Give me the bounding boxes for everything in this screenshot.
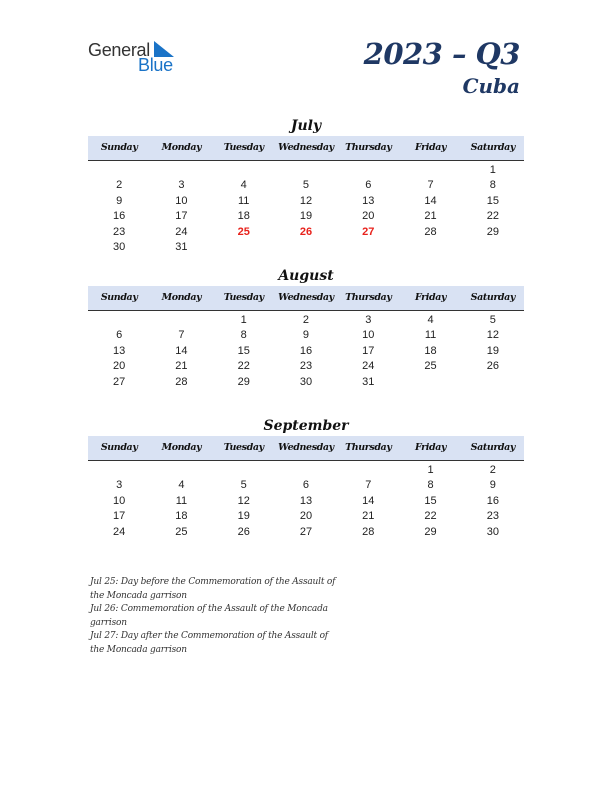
weekday-saturday: Saturday: [470, 292, 516, 303]
weekday-tuesday: Tuesday: [223, 442, 264, 453]
day-cell: 27: [113, 375, 126, 388]
day-cell: 25: [424, 360, 437, 373]
week-row: [88, 178, 524, 193]
country-name: Cuba: [462, 74, 520, 98]
day-cell: 12: [237, 494, 250, 507]
day-cell: 10: [175, 194, 188, 207]
week-row: [88, 463, 524, 478]
empty-cell: [88, 313, 150, 328]
month-name: July: [290, 118, 322, 134]
week-row: [88, 509, 524, 524]
day-cell: 1: [240, 314, 247, 326]
month-july: [88, 116, 524, 255]
day-cell: 5: [240, 479, 247, 492]
week-row: [88, 194, 524, 209]
day-cell: 18: [175, 510, 188, 523]
day-cell: 17: [362, 344, 375, 357]
empty-cell: [213, 240, 275, 255]
day-cell: 3: [178, 179, 185, 192]
week-row: [88, 209, 524, 224]
week-row: [88, 478, 524, 493]
day-cell: 28: [362, 525, 375, 538]
day-cell: 13: [362, 194, 375, 207]
week-row: [88, 225, 524, 240]
day-cell: 26: [486, 360, 499, 373]
day-cell: 4: [240, 179, 247, 192]
empty-cell: [275, 240, 337, 255]
day-cell: 2: [489, 464, 496, 476]
weekday-friday: Friday: [414, 442, 447, 453]
day-cell: 30: [299, 375, 313, 388]
day-cell: 16: [299, 344, 313, 357]
weekday-tuesday: Tuesday: [223, 142, 264, 153]
empty-cell: [337, 163, 399, 178]
day-cell: 21: [362, 510, 375, 523]
day-cell: 27: [299, 525, 313, 538]
month-august: [88, 266, 524, 390]
holiday-day-cell: 27: [362, 225, 375, 238]
day-cell: 19: [237, 510, 250, 523]
weekday-header: [88, 436, 524, 461]
day-cell: 21: [175, 360, 188, 373]
day-cell: 23: [299, 360, 313, 373]
day-cell: 28: [424, 225, 437, 238]
month-september: [88, 416, 524, 540]
day-cell: 3: [116, 479, 123, 492]
day-cell: 15: [486, 194, 499, 207]
weekday-monday: Monday: [161, 442, 202, 453]
empty-cell: [275, 463, 337, 478]
day-cell: 1: [427, 464, 434, 476]
week-row: [88, 313, 524, 328]
weekday-wednesday: Wednesday: [278, 292, 334, 303]
day-cell: 11: [175, 494, 188, 507]
day-cell: 22: [237, 360, 250, 373]
empty-cell: [150, 463, 212, 478]
day-cell: 26: [237, 525, 250, 538]
day-cell: 20: [299, 510, 313, 523]
day-cell: 2: [116, 179, 123, 192]
logo-text-blue: Blue: [138, 55, 173, 75]
month-name: August: [278, 268, 334, 284]
week-row: [88, 375, 524, 390]
day-cell: 8: [489, 179, 496, 192]
weekday-sunday: Sunday: [100, 142, 138, 153]
day-cell: 9: [489, 479, 496, 492]
day-cell: 17: [113, 510, 126, 523]
empty-cell: [88, 463, 150, 478]
day-cell: 31: [362, 375, 375, 388]
day-cell: 22: [486, 210, 499, 223]
logo-text-general: General: [88, 40, 150, 60]
weekday-wednesday: Wednesday: [278, 442, 334, 453]
week-row: [88, 525, 524, 540]
empty-cell: [88, 163, 150, 178]
day-cell: 30: [113, 240, 126, 253]
holiday-day-cell: 26: [299, 225, 313, 238]
day-cell: 6: [302, 479, 310, 492]
day-cell: 14: [362, 494, 375, 507]
day-cell: 6: [365, 179, 372, 192]
day-cell: 30: [486, 525, 499, 538]
empty-cell: [399, 240, 461, 255]
day-cell: 24: [113, 525, 126, 538]
day-cell: 20: [362, 210, 375, 223]
day-cell: 19: [486, 344, 499, 357]
day-cell: 8: [427, 479, 434, 492]
empty-cell: [213, 463, 275, 478]
weekday-tuesday: Tuesday: [223, 292, 264, 303]
day-cell: 15: [424, 494, 437, 507]
empty-cell: [150, 313, 212, 328]
weekday-saturday: Saturday: [470, 142, 516, 153]
day-cell: 23: [486, 510, 499, 523]
day-cell: 10: [362, 329, 375, 342]
day-cell: 29: [424, 525, 437, 538]
page-title: 2023 – Q3: [363, 37, 520, 71]
empty-cell: [275, 163, 337, 178]
empty-cell: [150, 163, 212, 178]
day-cell: 9: [116, 194, 123, 207]
day-cell: 18: [424, 344, 437, 357]
holiday-note: Jul 25: Day before the Commemoration of the Assault of the Moncada garrison: [90, 577, 336, 601]
weekday-header: [88, 286, 524, 311]
title-block: [364, 36, 520, 100]
day-cell: 22: [424, 510, 437, 523]
empty-cell: [399, 375, 461, 390]
week-row: [88, 344, 524, 359]
day-cell: 13: [299, 494, 313, 507]
day-cell: 24: [175, 225, 188, 238]
day-cell: 3: [365, 314, 372, 326]
day-cell: 15: [237, 344, 250, 357]
day-cell: 4: [427, 314, 434, 326]
day-cell: 8: [240, 329, 247, 342]
weekday-thursday: Thursday: [345, 292, 392, 303]
weekday-monday: Monday: [161, 292, 202, 303]
day-cell: 14: [175, 344, 188, 357]
day-cell: 28: [175, 375, 188, 388]
day-cell: 7: [365, 479, 372, 492]
day-cell: 13: [113, 344, 126, 357]
day-cell: 19: [299, 210, 313, 223]
day-cell: 4: [178, 479, 185, 492]
day-cell: 23: [113, 225, 126, 238]
day-cell: 12: [486, 329, 499, 342]
day-cell: 11: [237, 194, 250, 207]
month-name: September: [263, 418, 349, 434]
empty-cell: [399, 163, 461, 178]
weekday-friday: Friday: [414, 142, 447, 153]
week-row: [88, 240, 524, 255]
holiday-note: Jul 26: Commemoration of the Assault of the Moncada garrison: [90, 604, 328, 628]
day-cell: 20: [113, 360, 126, 373]
day-cell: 17: [175, 210, 188, 223]
empty-cell: [462, 240, 524, 255]
day-cell: 14: [424, 194, 437, 207]
week-row: [88, 359, 524, 374]
weekday-thursday: Thursday: [345, 442, 392, 453]
day-cell: 12: [299, 194, 313, 207]
weekday-wednesday: Wednesday: [278, 142, 334, 153]
weekday-header: [88, 136, 524, 161]
day-cell: 11: [424, 329, 437, 342]
day-cell: 2: [302, 314, 310, 326]
empty-cell: [337, 463, 399, 478]
day-cell: 10: [113, 494, 126, 507]
day-cell: 16: [113, 210, 126, 223]
weekday-friday: Friday: [414, 292, 447, 303]
day-cell: 29: [237, 375, 250, 388]
day-cell: 7: [427, 179, 434, 192]
empty-cell: [337, 240, 399, 255]
day-cell: 18: [237, 210, 250, 223]
day-cell: 6: [116, 329, 123, 342]
weekday-sunday: Sunday: [100, 292, 138, 303]
weekday-thursday: Thursday: [345, 142, 392, 153]
day-cell: 31: [175, 240, 188, 253]
day-cell: 1: [489, 164, 496, 176]
empty-cell: [213, 163, 275, 178]
day-cell: 9: [302, 329, 310, 342]
holiday-notes: [90, 576, 340, 657]
holiday-day-cell: 25: [237, 225, 250, 238]
generalblue-logo: [88, 40, 188, 76]
day-cell: 21: [424, 210, 437, 223]
day-cell: 7: [178, 329, 185, 342]
weekday-sunday: Sunday: [100, 442, 138, 453]
day-cell: 16: [486, 494, 499, 507]
week-row: [88, 328, 524, 343]
day-cell: 29: [486, 225, 499, 238]
day-cell: 5: [489, 314, 496, 326]
day-cell: 24: [362, 360, 375, 373]
day-cell: 25: [175, 525, 188, 538]
week-row: [88, 494, 524, 509]
weekday-saturday: Saturday: [470, 442, 516, 453]
week-row: [88, 163, 524, 178]
empty-cell: [462, 375, 524, 390]
day-cell: 5: [302, 179, 310, 192]
holiday-note: Jul 27: Day after the Commemoration of the Assault of the Moncada garrison: [90, 631, 328, 655]
weekday-monday: Monday: [161, 142, 202, 153]
